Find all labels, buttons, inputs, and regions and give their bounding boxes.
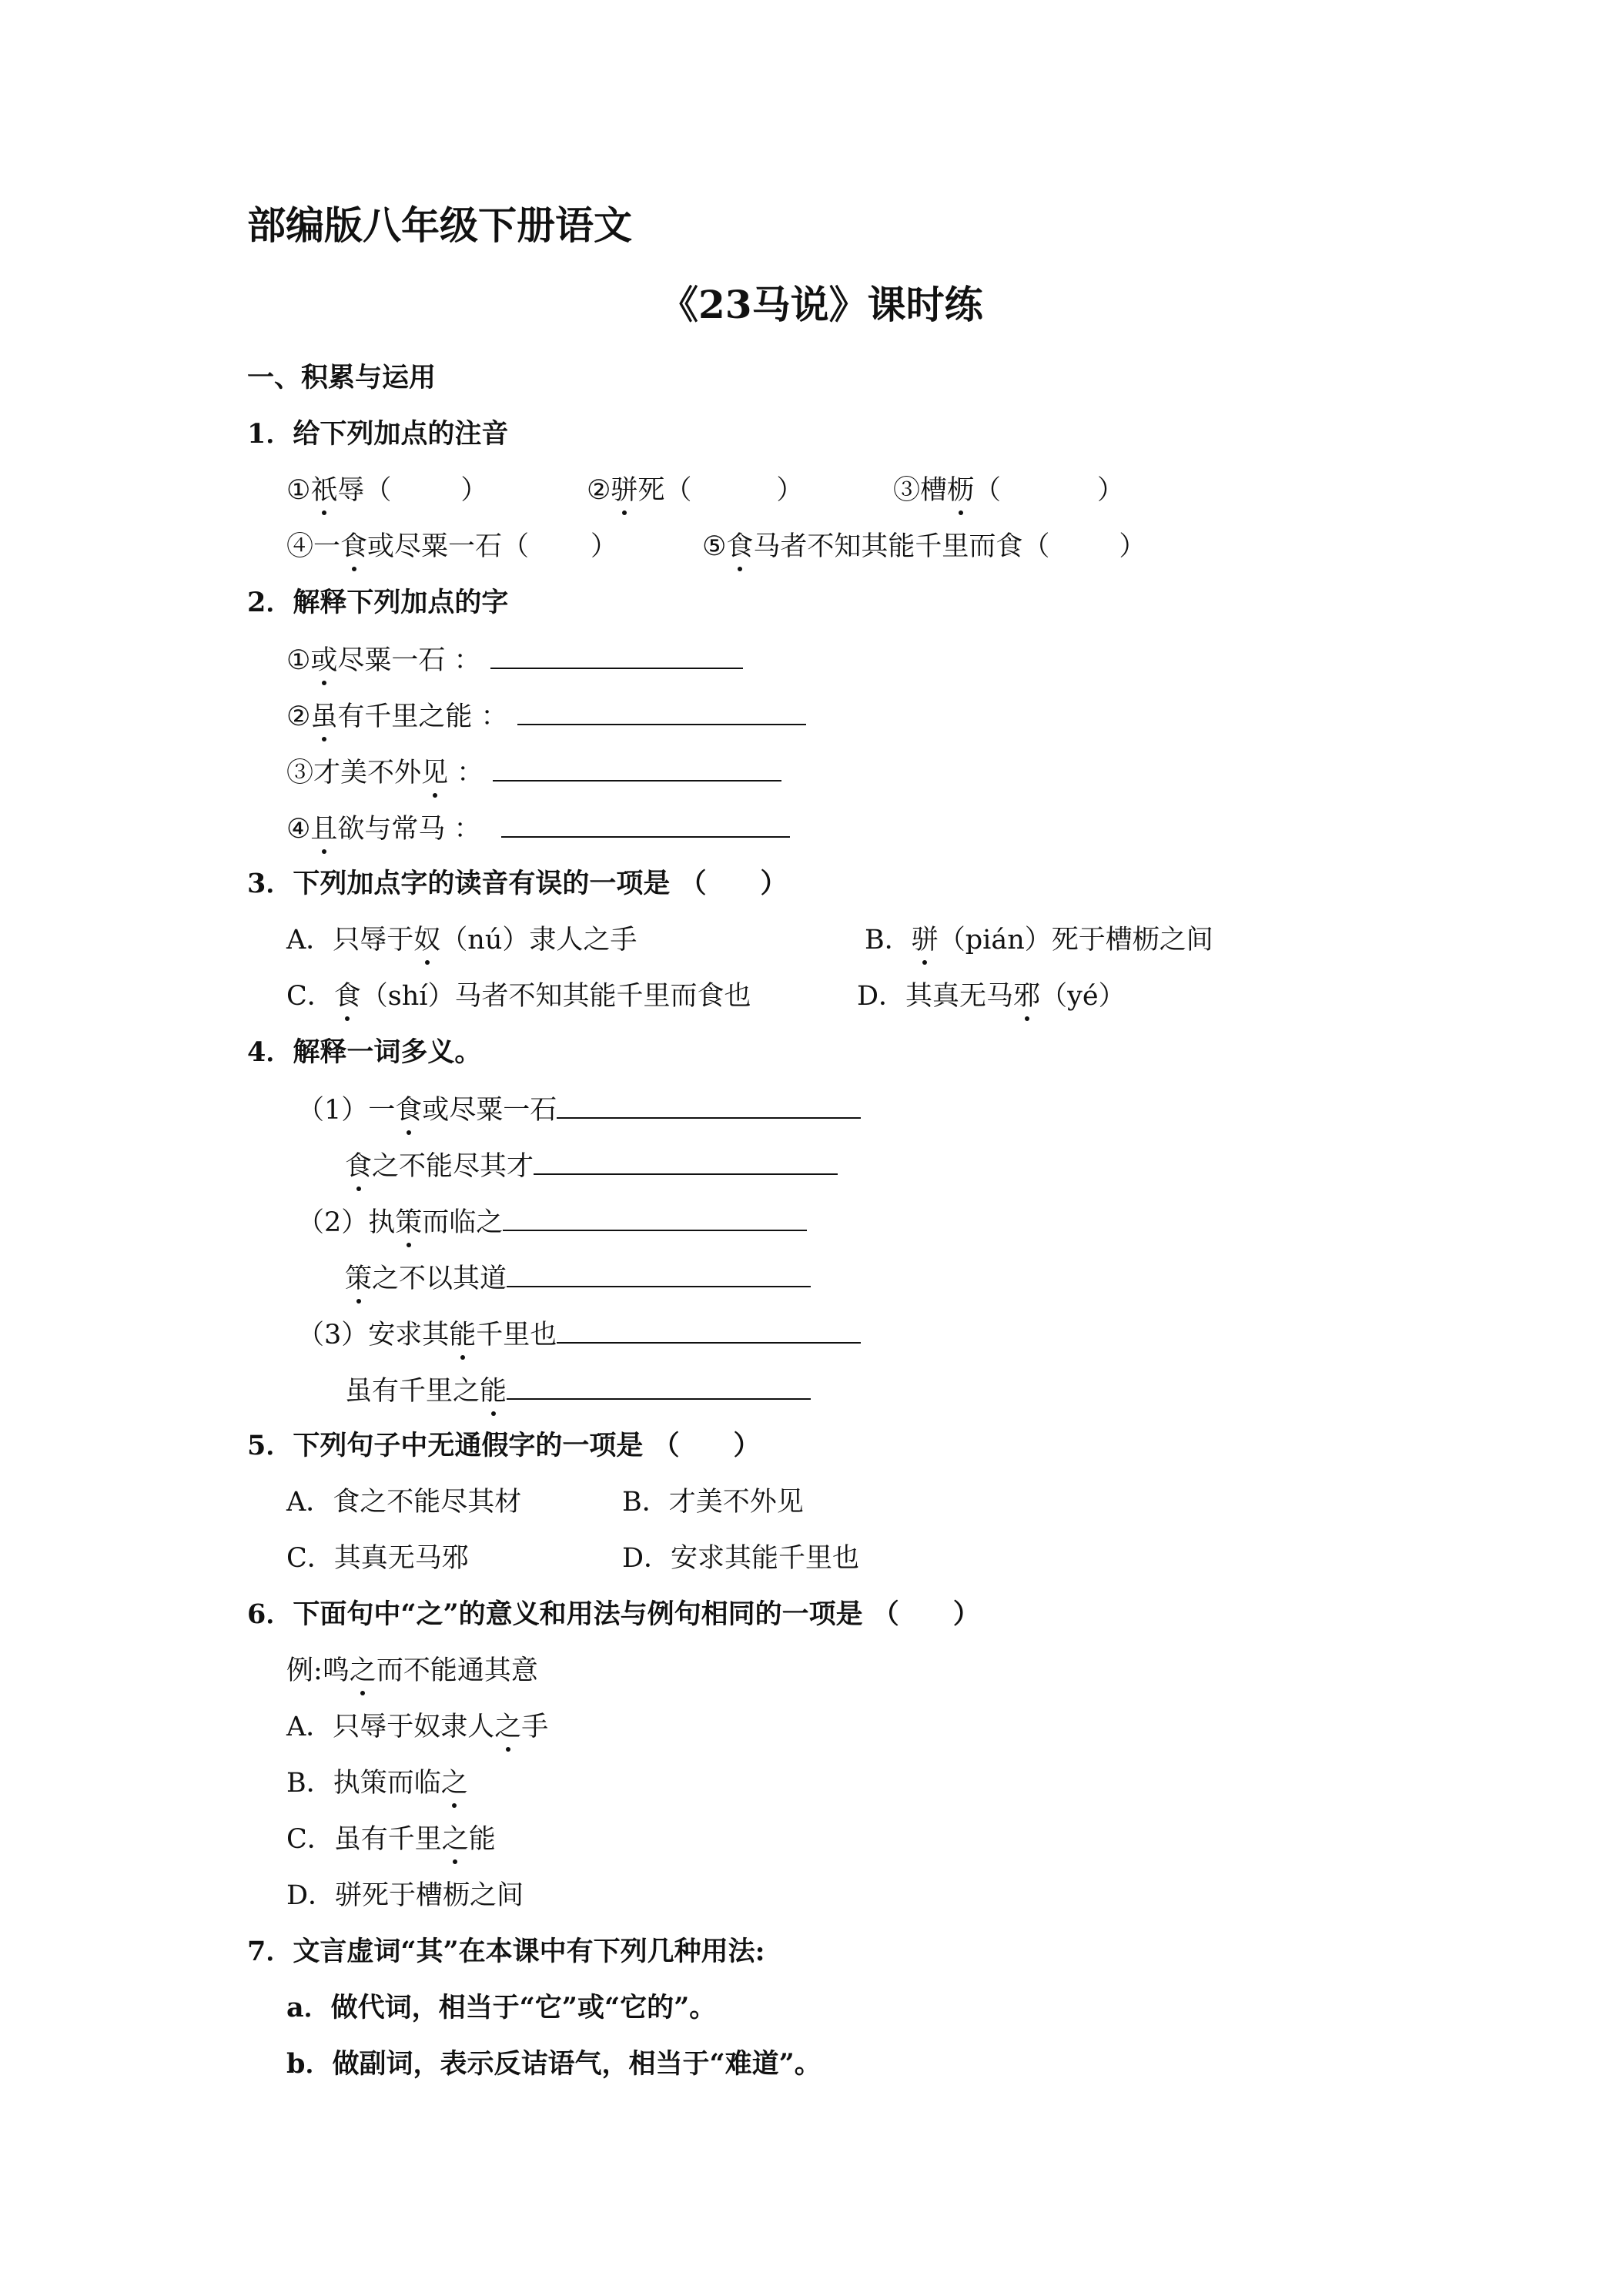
question-2: 2．解释下列加点的字 [247, 587, 509, 618]
question-6: 6．下面句中“之”的意义和用法与例句相同的一项是 （ ） [247, 1598, 980, 1630]
q3-option-d: D．其真无马邪（yé） [857, 979, 1126, 1014]
q3-option-b: B．骈（pián）死于槽枥之间 [865, 922, 1213, 958]
q4-item-3: （2）执策而临之 [297, 1203, 807, 1240]
answer-blank[interactable] [534, 1147, 838, 1175]
page-title: 《23马说》课时练 [660, 282, 983, 327]
answer-blank[interactable] [557, 1091, 861, 1119]
q5-option-c: C．其真无马邪 [286, 1543, 469, 1574]
answer-blank[interactable] [507, 1260, 811, 1287]
q4-item-1: （1）一食或尽粟一石 [297, 1091, 861, 1128]
answer-blank[interactable] [493, 754, 781, 782]
series-title: 部编版八年级下册语文 [247, 202, 632, 248]
q2-item-1: ①或尽粟一石 ： [286, 641, 743, 678]
answer-blank[interactable] [503, 1203, 807, 1231]
q1-item-1: ①祇辱（ ） [286, 473, 487, 508]
q2-item-3: ③才美不外见 ： [286, 754, 781, 791]
question-5: 5．下列句子中无通假字的一项是 （ ） [247, 1430, 761, 1461]
question-3: 3．下列加点字的读音有误的一项是 （ ） [247, 868, 788, 899]
q6-option-d: D．骈死于槽枥之间 [286, 1880, 524, 1911]
question-4: 4．解释一词多义。 [247, 1036, 482, 1068]
q5-option-d: D．安求其能千里也 [622, 1543, 860, 1574]
answer-blank[interactable] [517, 698, 806, 725]
answer-blank[interactable] [557, 1316, 861, 1344]
q6-option-c: C．虽有千里之能 [286, 1822, 496, 1857]
q2-item-2: ②虽有千里之能 ： [286, 698, 806, 735]
q7-usage-a: a．做代词，相当于“它”或“它的”。 [286, 1992, 717, 2023]
answer-blank[interactable] [507, 1372, 811, 1400]
q6-example: 例:鸣之而不能通其意 [286, 1653, 538, 1689]
q4-item-4: 策之不以其道 [345, 1260, 811, 1297]
q3-option-c: C．食（shí）马者不知其能千里而食也 [286, 979, 751, 1014]
q1-item-3: ③槽枥（ ） [893, 473, 1124, 508]
q4-item-5: （3）安求其能千里也 [297, 1316, 861, 1353]
q4-item-2: 食之不能尽其才 [345, 1147, 838, 1184]
q6-option-a: A．只辱于奴隶人之手 [286, 1709, 548, 1745]
q1-item-5: ⑤食马者不知其能千里而食（ ） [702, 529, 1146, 564]
question-1: 1．给下列加点的注音 [247, 418, 509, 450]
q1-item-4: ④一食或尽粟一石（ ） [286, 529, 617, 564]
q3-option-a: A．只辱于奴（nú）隶人之手 [286, 922, 637, 958]
q4-item-6: 虽有千里之能 [345, 1372, 811, 1409]
q5-option-a: A．食之不能尽其材 [286, 1487, 522, 1518]
q1-item-2: ②骈死（ ） [587, 473, 803, 508]
question-7: 7．文言虚词“其”在本课中有下列几种用法: [247, 1936, 765, 1967]
q2-item-4: ④且欲与常马 ： [286, 810, 790, 847]
q5-option-b: B．才美不外见 [622, 1487, 804, 1518]
answer-blank[interactable] [501, 810, 790, 838]
q7-usage-b: b．做副词，表示反诘语气，相当于“难道”。 [286, 2048, 822, 2080]
q6-option-b: B．执策而临之 [286, 1766, 468, 1801]
section-heading: 一、积累与运用 [247, 362, 437, 393]
answer-blank[interactable] [490, 641, 743, 669]
